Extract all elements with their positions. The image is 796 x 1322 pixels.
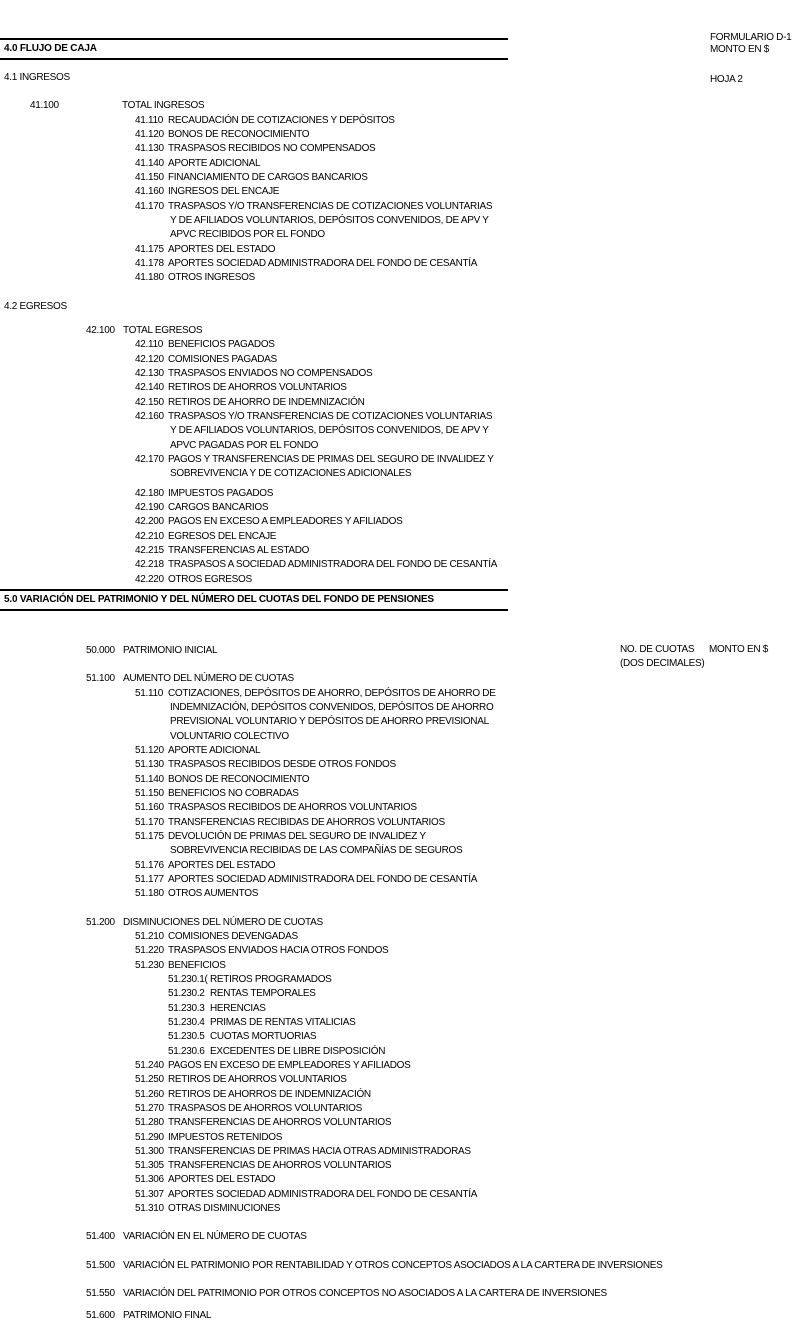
item-label: RETIROS PROGRAMADOS xyxy=(210,973,332,985)
row-51.220 xyxy=(0,944,796,958)
row-51.600 xyxy=(0,1309,796,1322)
item-code: 51.210 xyxy=(135,930,164,942)
item-label: Y DE AFILIADOS VOLUNTARIOS, DEPÓSITOS CONVENIDOS, DE APV Y xyxy=(170,425,489,437)
row-41.170 xyxy=(0,200,796,214)
item-code: 41.180 xyxy=(135,272,164,284)
item-code: 51.307 xyxy=(135,1188,164,1200)
item-label: TOTAL EGRESOS xyxy=(123,324,203,336)
item-code: 51.230.4 xyxy=(168,1016,205,1028)
item-label: PRIMAS DE RENTAS VITALICIAS xyxy=(210,1016,356,1028)
item-label: RETIROS DE AHORROS DE INDEMNIZACIÓN xyxy=(168,1088,371,1100)
item-label: APORTES SOCIEDAD ADMINISTRADORA DEL FONDO DE CESANTÍA xyxy=(168,1188,478,1200)
item-code: 42.130 xyxy=(135,367,164,379)
row-51.230 xyxy=(0,959,796,973)
item-label: OTROS AUMENTOS xyxy=(168,888,259,900)
item-label: OTRAS DISMINUCIONES xyxy=(168,1203,281,1215)
row-51.230.5 xyxy=(0,1030,796,1044)
row-51.280 xyxy=(0,1116,796,1130)
row-42.120 xyxy=(0,353,796,367)
row-51.306 xyxy=(0,1173,796,1187)
item-code: 42.160 xyxy=(135,410,164,422)
item-code: 41.120 xyxy=(135,128,164,140)
item-code: 42.218 xyxy=(135,559,164,571)
item-label: TRASPASOS Y/O TRANSFERENCIAS DE COTIZACIONES VOLUNTARIAS xyxy=(168,200,493,212)
item-label: APORTE ADICIONAL xyxy=(168,744,261,756)
item-code: 41.160 xyxy=(135,186,164,198)
item-code: 42.150 xyxy=(135,396,164,408)
row-42.210 xyxy=(0,530,796,544)
row-51.130 xyxy=(0,758,796,772)
item-label: PATRIMONIO FINAL xyxy=(123,1310,212,1322)
item-label: TRASPASOS Y/O TRANSFERENCIAS DE COTIZACIONES VOLUNTARIAS xyxy=(168,410,493,422)
row-51.100 xyxy=(0,672,796,686)
item-label: TRANSFERENCIAS DE PRIMAS HACIA OTRAS ADMINISTRADORAS xyxy=(168,1145,471,1157)
continuation-line xyxy=(0,730,796,744)
item-code: 51.230.1( xyxy=(168,973,208,985)
row-42.218 xyxy=(0,558,796,572)
row-51.290 xyxy=(0,1131,796,1145)
row-51.305 xyxy=(0,1159,796,1173)
row-51.240 xyxy=(0,1059,796,1073)
subsection-title: 4.2 EGRESOS xyxy=(4,300,67,312)
item-code: 51.300 xyxy=(135,1145,164,1157)
item-code: 42.220 xyxy=(135,573,164,585)
row-51.260 xyxy=(0,1088,796,1102)
row-42.170 xyxy=(0,453,796,467)
item-code: 51.600 xyxy=(86,1310,115,1322)
item-label: RENTAS TEMPORALES xyxy=(210,988,316,1000)
item-code: 41.140 xyxy=(135,157,164,169)
item-code: 51.500 xyxy=(86,1259,115,1271)
item-code: 42.200 xyxy=(135,516,164,528)
row-51.200 xyxy=(0,916,796,930)
item-label: APORTES SOCIEDAD ADMINISTRADORA DEL FONDO DE CESANTÍA xyxy=(168,257,478,269)
item-label: BONOS DE RECONOCIMIENTO xyxy=(168,128,310,140)
row-41.100 xyxy=(0,99,796,113)
item-code: 42.120 xyxy=(135,353,164,365)
item-label: EGRESOS DEL ENCAJE xyxy=(168,530,277,542)
item-code: 51.250 xyxy=(135,1074,164,1086)
item-code: 41.100 xyxy=(30,100,59,112)
item-code: 51.305 xyxy=(135,1160,164,1172)
item-label: HERENCIAS xyxy=(210,1002,266,1014)
item-label: PREVISIONAL VOLUNTARIO Y DEPÓSITOS DE AHORRO PREVISIONAL xyxy=(170,716,489,728)
item-code: 41.178 xyxy=(135,257,164,269)
item-code: 42.215 xyxy=(135,544,164,556)
continuation-line xyxy=(0,424,796,438)
item-label: TRANSFERENCIAS RECIBIDAS DE AHORROS VOLUNTARIOS xyxy=(168,816,445,828)
continuation-line xyxy=(0,228,796,242)
item-label: TRASPASOS A SOCIEDAD ADMINISTRADORA DEL FONDO DE CESANTÍA xyxy=(168,559,498,571)
item-label: RETIROS DE AHORROS VOLUNTARIOS xyxy=(168,382,347,394)
item-label: EXCEDENTES DE LIBRE DISPOSICIÓN xyxy=(210,1045,386,1057)
item-label: DEVOLUCIÓN DE PRIMAS DEL SEGURO DE INVALIDEZ Y xyxy=(168,830,426,842)
row-51.307 xyxy=(0,1188,796,1202)
row-42.100 xyxy=(0,324,796,338)
item-code: 51.110 xyxy=(135,687,164,699)
row-42.130 xyxy=(0,367,796,381)
item-code: 51.230.3 xyxy=(168,1002,205,1014)
item-code: 51.290 xyxy=(135,1131,164,1143)
item-code: 41.150 xyxy=(135,171,164,183)
item-code: 51.306 xyxy=(135,1174,164,1186)
continuation-line xyxy=(0,467,796,481)
item-label: COMISIONES DEVENGADAS xyxy=(168,930,298,942)
row-51.140 xyxy=(0,773,796,787)
item-code: 41.110 xyxy=(135,114,164,126)
item-label: BENEFICIOS xyxy=(168,959,226,971)
row-42.110 xyxy=(0,338,796,352)
item-label: TRASPASOS RECIBIDOS DE AHORROS VOLUNTARIOS xyxy=(168,802,417,814)
item-label: Y DE AFILIADOS VOLUNTARIOS, DEPÓSITOS CONVENIDOS, DE APV Y xyxy=(170,214,489,226)
row-41.150 xyxy=(0,171,796,185)
section-5-line-items xyxy=(0,641,796,1322)
row-51.150 xyxy=(0,787,796,801)
row-42.220 xyxy=(0,573,796,587)
row-51.170 xyxy=(0,816,796,830)
continuation-line xyxy=(0,214,796,228)
row-51.180 xyxy=(0,887,796,901)
item-code: 41.170 xyxy=(135,200,164,212)
item-label: TRANSFERENCIAS DE AHORROS VOLUNTARIOS xyxy=(168,1160,392,1172)
item-code: 42.180 xyxy=(135,487,164,499)
item-label: RETIROS DE AHORRO DE INDEMNIZACIÓN xyxy=(168,396,365,408)
item-label: PAGOS EN EXCESO A EMPLEADORES Y AFILIADOS xyxy=(168,516,403,528)
row-51.176 xyxy=(0,859,796,873)
row-51.300 xyxy=(0,1145,796,1159)
item-code: 42.170 xyxy=(135,453,164,465)
section-5-header xyxy=(0,589,508,611)
row-51.230.6 xyxy=(0,1045,796,1059)
item-label: COMISIONES PAGADAS xyxy=(168,353,277,365)
item-code: 51.177 xyxy=(135,873,164,885)
section-4-amount-column-label: MONTO EN $ xyxy=(710,44,770,55)
item-label: PATRIMONIO INICIAL xyxy=(123,645,218,656)
item-code: 42.110 xyxy=(135,339,164,351)
row-51.110 xyxy=(0,687,796,701)
continuation-line xyxy=(0,701,796,715)
subsection-title: 4.1 INGRESOS xyxy=(4,72,70,83)
item-label: CUOTAS MORTUORIAS xyxy=(210,1031,317,1043)
item-label: IMPUESTOS PAGADOS xyxy=(168,487,274,499)
item-label: BONOS DE RECONOCIMIENTO xyxy=(168,773,310,785)
row-42.150 xyxy=(0,396,796,410)
item-code: 42.190 xyxy=(135,501,164,513)
form-number-label: FORMULARIO D-1 xyxy=(710,32,792,43)
item-label: TRASPASOS ENVIADOS NO COMPENSADOS xyxy=(168,367,373,379)
row-41.175 xyxy=(0,243,796,257)
subsection-label xyxy=(0,300,796,314)
item-label: OTROS EGRESOS xyxy=(168,573,252,585)
row-51.550 xyxy=(0,1287,796,1301)
continuation-line xyxy=(0,715,796,729)
continuation-line xyxy=(0,439,796,453)
item-code: 42.140 xyxy=(135,382,164,394)
item-label: APORTES DEL ESTADO xyxy=(168,859,276,871)
item-code: 51.240 xyxy=(135,1059,164,1071)
row-42.200 xyxy=(0,515,796,529)
subsection-label xyxy=(0,71,796,85)
row-51.120 xyxy=(0,744,796,758)
row-41.180 xyxy=(0,271,796,285)
item-code: 51.120 xyxy=(135,744,164,756)
item-label: VARIACIÓN DEL PATRIMONIO POR OTROS CONCEPTOS NO ASOCIADOS A LA CARTERA DE INVERSIONES xyxy=(123,1288,607,1300)
row-51.230.1( xyxy=(0,973,796,987)
item-code: 51.176 xyxy=(135,859,164,871)
item-label: PAGOS Y TRANSFERENCIAS DE PRIMAS DEL SEGURO DE INVALIDEZ Y xyxy=(168,453,494,465)
item-code: 51.180 xyxy=(135,888,164,900)
item-code: 51.280 xyxy=(135,1117,164,1129)
item-label: PAGOS EN EXCESO DE EMPLEADORES Y AFILIADOS xyxy=(168,1059,411,1071)
item-code: 51.140 xyxy=(135,773,164,785)
item-code: 51.230.2 xyxy=(168,988,205,1000)
item-label: BENEFICIOS PAGADOS xyxy=(168,339,275,351)
item-code: 51.100 xyxy=(86,673,115,685)
item-label: TRANSFERENCIAS AL ESTADO xyxy=(168,544,310,556)
item-label: TRASPASOS ENVIADOS HACIA OTROS FONDOS xyxy=(168,945,389,957)
item-code: 50.000 xyxy=(86,645,115,656)
row-51.175 xyxy=(0,830,796,844)
item-label: RETIROS DE AHORROS VOLUNTARIOS xyxy=(168,1074,347,1086)
item-label: SOBREVIVENCIA RECIBIDAS DE LAS COMPAÑÍAS DE SEGUROS xyxy=(170,845,463,857)
row-42.140 xyxy=(0,381,796,395)
row-42.190 xyxy=(0,501,796,515)
item-label: TRANSFERENCIAS DE AHORROS VOLUNTARIOS xyxy=(168,1117,392,1129)
item-label: TRASPASOS RECIBIDOS NO COMPENSADOS xyxy=(168,143,376,155)
item-label: SOBREVIVENCIA Y DE COTIZACIONES ADICIONALES xyxy=(170,468,412,480)
row-51.160 xyxy=(0,801,796,815)
item-label: BENEFICIOS NO COBRADAS xyxy=(168,787,299,799)
section-4-line-items xyxy=(0,68,796,587)
row-42.180 xyxy=(0,487,796,501)
item-label: CARGOS BANCARIOS xyxy=(168,501,269,513)
continuation-line xyxy=(0,844,796,858)
item-code: 51.175 xyxy=(135,830,164,842)
item-code: 51.220 xyxy=(135,945,164,957)
item-label: APORTES DEL ESTADO xyxy=(168,243,276,255)
item-label: INGRESOS DEL ENCAJE xyxy=(168,186,280,198)
row-51.250 xyxy=(0,1073,796,1087)
item-label: APORTES DEL ESTADO xyxy=(168,1174,276,1186)
section-5-title: 5.0 VARIACIÓN DEL PATRIMONIO Y DEL NÚMERO DEL CUOTAS DEL FONDO DE PENSIONES xyxy=(4,594,434,605)
row-51.310 xyxy=(0,1202,796,1216)
item-code: 51.160 xyxy=(135,802,164,814)
row-50.000 xyxy=(0,644,796,658)
item-code: 51.230.6 xyxy=(168,1045,205,1057)
item-label: AUMENTO DEL NÚMERO DE CUOTAS xyxy=(123,673,294,685)
item-code: 41.175 xyxy=(135,243,164,255)
row-41.130 xyxy=(0,142,796,156)
section-5-amount-column-label: MONTO EN $ xyxy=(709,644,769,655)
item-label: FINANCIAMIENTO DE CARGOS BANCARIOS xyxy=(168,171,368,183)
item-label: TRASPASOS RECIBIDOS DESDE OTROS FONDOS xyxy=(168,759,396,771)
item-label: TOTAL INGRESOS xyxy=(122,100,205,112)
item-code: 51.130 xyxy=(135,759,164,771)
item-code: 51.170 xyxy=(135,816,164,828)
section-4-title: 4.0 FLUJO DE CAJA xyxy=(4,43,97,54)
item-label: DISMINUCIONES DEL NÚMERO DE CUOTAS xyxy=(123,916,323,928)
item-label: VARIACIÓN EN EL NÚMERO DE CUOTAS xyxy=(123,1231,307,1243)
item-label: APORTES SOCIEDAD ADMINISTRADORA DEL FONDO DE CESANTÍA xyxy=(168,873,478,885)
item-code: 51.200 xyxy=(86,916,115,928)
item-label: APVC PAGADAS POR EL FONDO xyxy=(170,439,319,451)
row-51.177 xyxy=(0,873,796,887)
item-code: 51.270 xyxy=(135,1102,164,1114)
item-code: 51.400 xyxy=(86,1231,115,1243)
item-label: VARIACIÓN EL PATRIMONIO POR RENTABILIDAD Y OTROS CONCEPTOS ASOCIADOS A LA CARTERA DE INVERSIONES xyxy=(123,1259,663,1271)
item-label: APORTE ADICIONAL xyxy=(168,157,261,169)
item-code: 51.550 xyxy=(86,1288,115,1300)
section-4-header xyxy=(0,38,508,60)
item-code: 51.260 xyxy=(135,1088,164,1100)
row-51.270 xyxy=(0,1102,796,1116)
row-51.210 xyxy=(0,930,796,944)
item-code: 51.230.5 xyxy=(168,1031,205,1043)
row-42.215 xyxy=(0,544,796,558)
item-code: 41.130 xyxy=(135,143,164,155)
item-label: IMPUESTOS RETENIDOS xyxy=(168,1131,283,1143)
item-label: INDEMNIZACIÓN, DEPÓSITOS CONVENIDOS, DEPÓSITOS DE AHORRO xyxy=(170,701,494,713)
row-41.140 xyxy=(0,157,796,171)
item-code: 51.310 xyxy=(135,1203,164,1215)
sheet-number-label: HOJA 2 xyxy=(710,74,743,85)
row-41.110 xyxy=(0,114,796,128)
item-label: OTROS INGRESOS xyxy=(168,272,255,284)
row-41.160 xyxy=(0,185,796,199)
item-code: 51.150 xyxy=(135,787,164,799)
row-41.178 xyxy=(0,257,796,271)
row-41.120 xyxy=(0,128,796,142)
item-label: APVC RECIBIDOS POR EL FONDO xyxy=(170,229,325,241)
row-51.230.2 xyxy=(0,987,796,1001)
item-label: VOLUNTARIO COLECTIVO xyxy=(170,730,289,742)
row-51.230.3 xyxy=(0,1002,796,1016)
item-code: 42.100 xyxy=(86,324,115,336)
cuotas-column-sublabel: (DOS DECIMALES) xyxy=(620,658,705,669)
item-code: 51.230 xyxy=(135,959,164,971)
item-code: 42.210 xyxy=(135,530,164,542)
item-label: COTIZACIONES, DEPÓSITOS DE AHORRO, DEPÓSITOS DE AHORRO DE xyxy=(168,687,496,699)
item-label: RECAUDACIÓN DE COTIZACIONES Y DEPÓSITOS xyxy=(168,114,395,126)
cuotas-column-label: NO. DE CUOTAS xyxy=(620,644,695,655)
item-label: TRASPASOS DE AHORROS VOLUNTARIOS xyxy=(168,1102,362,1114)
row-51.230.4 xyxy=(0,1016,796,1030)
row-51.400 xyxy=(0,1230,796,1244)
row-51.500 xyxy=(0,1259,796,1273)
row-42.160 xyxy=(0,410,796,424)
